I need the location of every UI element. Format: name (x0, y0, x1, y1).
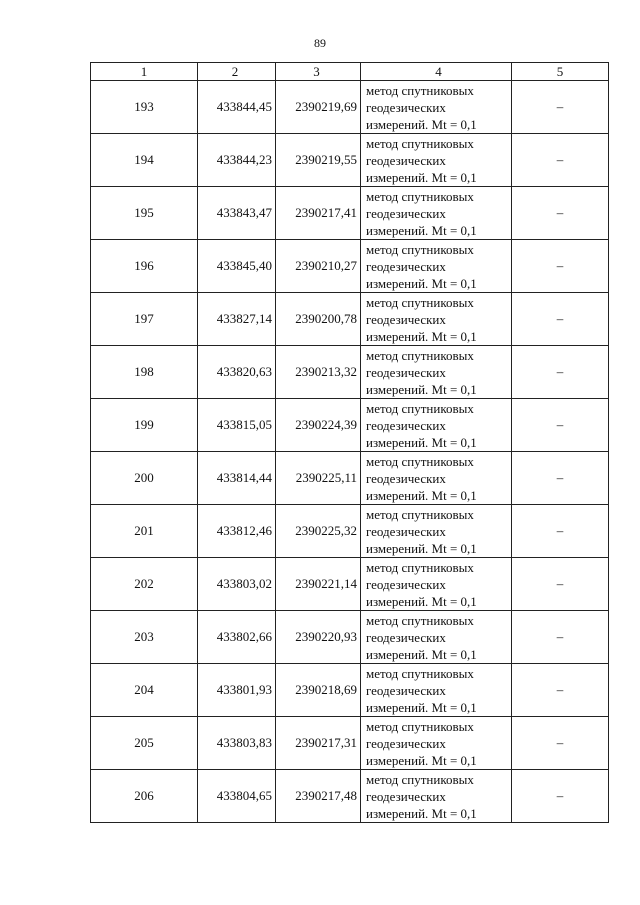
method-text-line: измерений. Mt = 0,1 (366, 222, 477, 238)
method-cell (361, 770, 512, 823)
table-row (91, 664, 609, 717)
point-number-cell: 197 (91, 293, 198, 346)
y-coordinate-cell: 2390217,31 (276, 717, 361, 770)
method-text-line: геодезических (366, 205, 446, 221)
point-number-cell: 196 (91, 240, 198, 293)
method-text-line: геодезических (366, 788, 446, 804)
method-cell (361, 81, 512, 134)
coordinates-table (90, 62, 609, 823)
method-text-line: измерений. Mt = 0,1 (366, 752, 477, 768)
point-number-cell: 193 (91, 81, 198, 134)
y-coordinate-cell: 2390213,32 (276, 346, 361, 399)
method-cell (361, 346, 512, 399)
description-cell: – (512, 81, 609, 134)
header-col-2: 2 (198, 63, 276, 81)
y-coordinate-cell: 2390220,93 (276, 611, 361, 664)
x-coordinate-cell: 433827,14 (198, 293, 276, 346)
header-row (91, 63, 609, 81)
y-coordinate-cell: 2390219,69 (276, 81, 361, 134)
x-coordinate-cell: 433802,66 (198, 611, 276, 664)
method-text-line: геодезических (366, 523, 446, 539)
point-number-cell: 194 (91, 134, 198, 187)
method-text-line: метод спутниковых (366, 241, 474, 257)
method-text-line: геодезических (366, 576, 446, 592)
y-coordinate-cell: 2390219,55 (276, 134, 361, 187)
method-text-line: измерений. Mt = 0,1 (366, 381, 477, 397)
method-cell (361, 611, 512, 664)
description-cell: – (512, 505, 609, 558)
method-text-line: метод спутниковых (366, 506, 474, 522)
table-row (91, 346, 609, 399)
table-row (91, 558, 609, 611)
description-cell: – (512, 664, 609, 717)
table-row (91, 770, 609, 823)
method-text-line: измерений. Mt = 0,1 (366, 328, 477, 344)
y-coordinate-cell: 2390218,69 (276, 664, 361, 717)
table-row (91, 134, 609, 187)
y-coordinate-cell: 2390224,39 (276, 399, 361, 452)
page-number: 89 (314, 36, 326, 50)
method-cell (361, 505, 512, 558)
method-text-line: геодезических (366, 311, 446, 327)
method-cell (361, 187, 512, 240)
x-coordinate-cell: 433814,44 (198, 452, 276, 505)
y-coordinate-cell: 2390210,27 (276, 240, 361, 293)
table-row (91, 187, 609, 240)
point-number-cell: 199 (91, 399, 198, 452)
x-coordinate-cell: 433820,63 (198, 346, 276, 399)
table-row (91, 611, 609, 664)
method-text-line: геодезических (366, 99, 446, 115)
x-coordinate-cell: 433801,93 (198, 664, 276, 717)
method-text-line: геодезических (366, 364, 446, 380)
table-row (91, 505, 609, 558)
table-row (91, 452, 609, 505)
method-text-line: измерений. Mt = 0,1 (366, 540, 477, 556)
method-text-line: измерений. Mt = 0,1 (366, 805, 477, 821)
description-cell: – (512, 240, 609, 293)
method-text-line: измерений. Mt = 0,1 (366, 169, 477, 185)
x-coordinate-cell: 433815,05 (198, 399, 276, 452)
method-cell (361, 399, 512, 452)
method-text-line: метод спутниковых (366, 347, 474, 363)
y-coordinate-cell: 2390217,41 (276, 187, 361, 240)
method-text-line: метод спутниковых (366, 771, 474, 787)
method-cell (361, 558, 512, 611)
method-cell (361, 240, 512, 293)
y-coordinate-cell: 2390225,32 (276, 505, 361, 558)
table-header (91, 63, 609, 81)
table-row (91, 240, 609, 293)
x-coordinate-cell: 433843,47 (198, 187, 276, 240)
method-text-line: метод спутниковых (366, 612, 474, 628)
table-row (91, 717, 609, 770)
x-coordinate-cell: 433812,46 (198, 505, 276, 558)
header-col-4: 4 (361, 63, 512, 81)
method-text-line: геодезических (366, 629, 446, 645)
x-coordinate-cell: 433804,65 (198, 770, 276, 823)
method-text-line: геодезических (366, 417, 446, 433)
x-coordinate-cell: 433803,02 (198, 558, 276, 611)
method-text-line: геодезических (366, 152, 446, 168)
method-text-line: измерений. Mt = 0,1 (366, 116, 477, 132)
table-body (91, 81, 609, 823)
method-text-line: метод спутниковых (366, 559, 474, 575)
header-col-5: 5 (512, 63, 609, 81)
description-cell: – (512, 452, 609, 505)
description-cell: – (512, 399, 609, 452)
description-cell: – (512, 346, 609, 399)
method-text-line: метод спутниковых (366, 665, 474, 681)
method-cell (361, 717, 512, 770)
x-coordinate-cell: 433845,40 (198, 240, 276, 293)
y-coordinate-cell: 2390225,11 (276, 452, 361, 505)
method-text-line: измерений. Mt = 0,1 (366, 275, 477, 291)
method-text-line: метод спутниковых (366, 453, 474, 469)
method-cell (361, 452, 512, 505)
method-text-line: измерений. Mt = 0,1 (366, 487, 477, 503)
method-text-line: метод спутниковых (366, 188, 474, 204)
method-text-line: геодезических (366, 258, 446, 274)
header-col-3: 3 (276, 63, 361, 81)
method-text-line: метод спутниковых (366, 718, 474, 734)
method-cell (361, 664, 512, 717)
x-coordinate-cell: 433803,83 (198, 717, 276, 770)
x-coordinate-cell: 433844,45 (198, 81, 276, 134)
method-text-line: метод спутниковых (366, 82, 474, 98)
y-coordinate-cell: 2390217,48 (276, 770, 361, 823)
point-number-cell: 200 (91, 452, 198, 505)
point-number-cell: 198 (91, 346, 198, 399)
y-coordinate-cell: 2390221,14 (276, 558, 361, 611)
method-text-line: геодезических (366, 682, 446, 698)
method-cell (361, 134, 512, 187)
description-cell: – (512, 770, 609, 823)
header-col-1: 1 (91, 63, 198, 81)
description-cell: – (512, 611, 609, 664)
method-text-line: метод спутниковых (366, 135, 474, 151)
method-text-line: метод спутниковых (366, 294, 474, 310)
description-cell: – (512, 558, 609, 611)
point-number-cell: 202 (91, 558, 198, 611)
x-coordinate-cell: 433844,23 (198, 134, 276, 187)
point-number-cell: 203 (91, 611, 198, 664)
point-number-cell: 206 (91, 770, 198, 823)
method-text-line: измерений. Mt = 0,1 (366, 699, 477, 715)
method-text-line: метод спутниковых (366, 400, 474, 416)
method-text-line: измерений. Mt = 0,1 (366, 434, 477, 450)
y-coordinate-cell: 2390200,78 (276, 293, 361, 346)
table-row (91, 293, 609, 346)
description-cell: – (512, 134, 609, 187)
description-cell: – (512, 717, 609, 770)
point-number-cell: 201 (91, 505, 198, 558)
table-row (91, 81, 609, 134)
method-text-line: геодезических (366, 735, 446, 751)
method-cell (361, 293, 512, 346)
description-cell: – (512, 293, 609, 346)
point-number-cell: 205 (91, 717, 198, 770)
table-row (91, 399, 609, 452)
method-text-line: измерений. Mt = 0,1 (366, 593, 477, 609)
method-text-line: геодезических (366, 470, 446, 486)
description-cell: – (512, 187, 609, 240)
point-number-cell: 195 (91, 187, 198, 240)
method-text-line: измерений. Mt = 0,1 (366, 646, 477, 662)
point-number-cell: 204 (91, 664, 198, 717)
